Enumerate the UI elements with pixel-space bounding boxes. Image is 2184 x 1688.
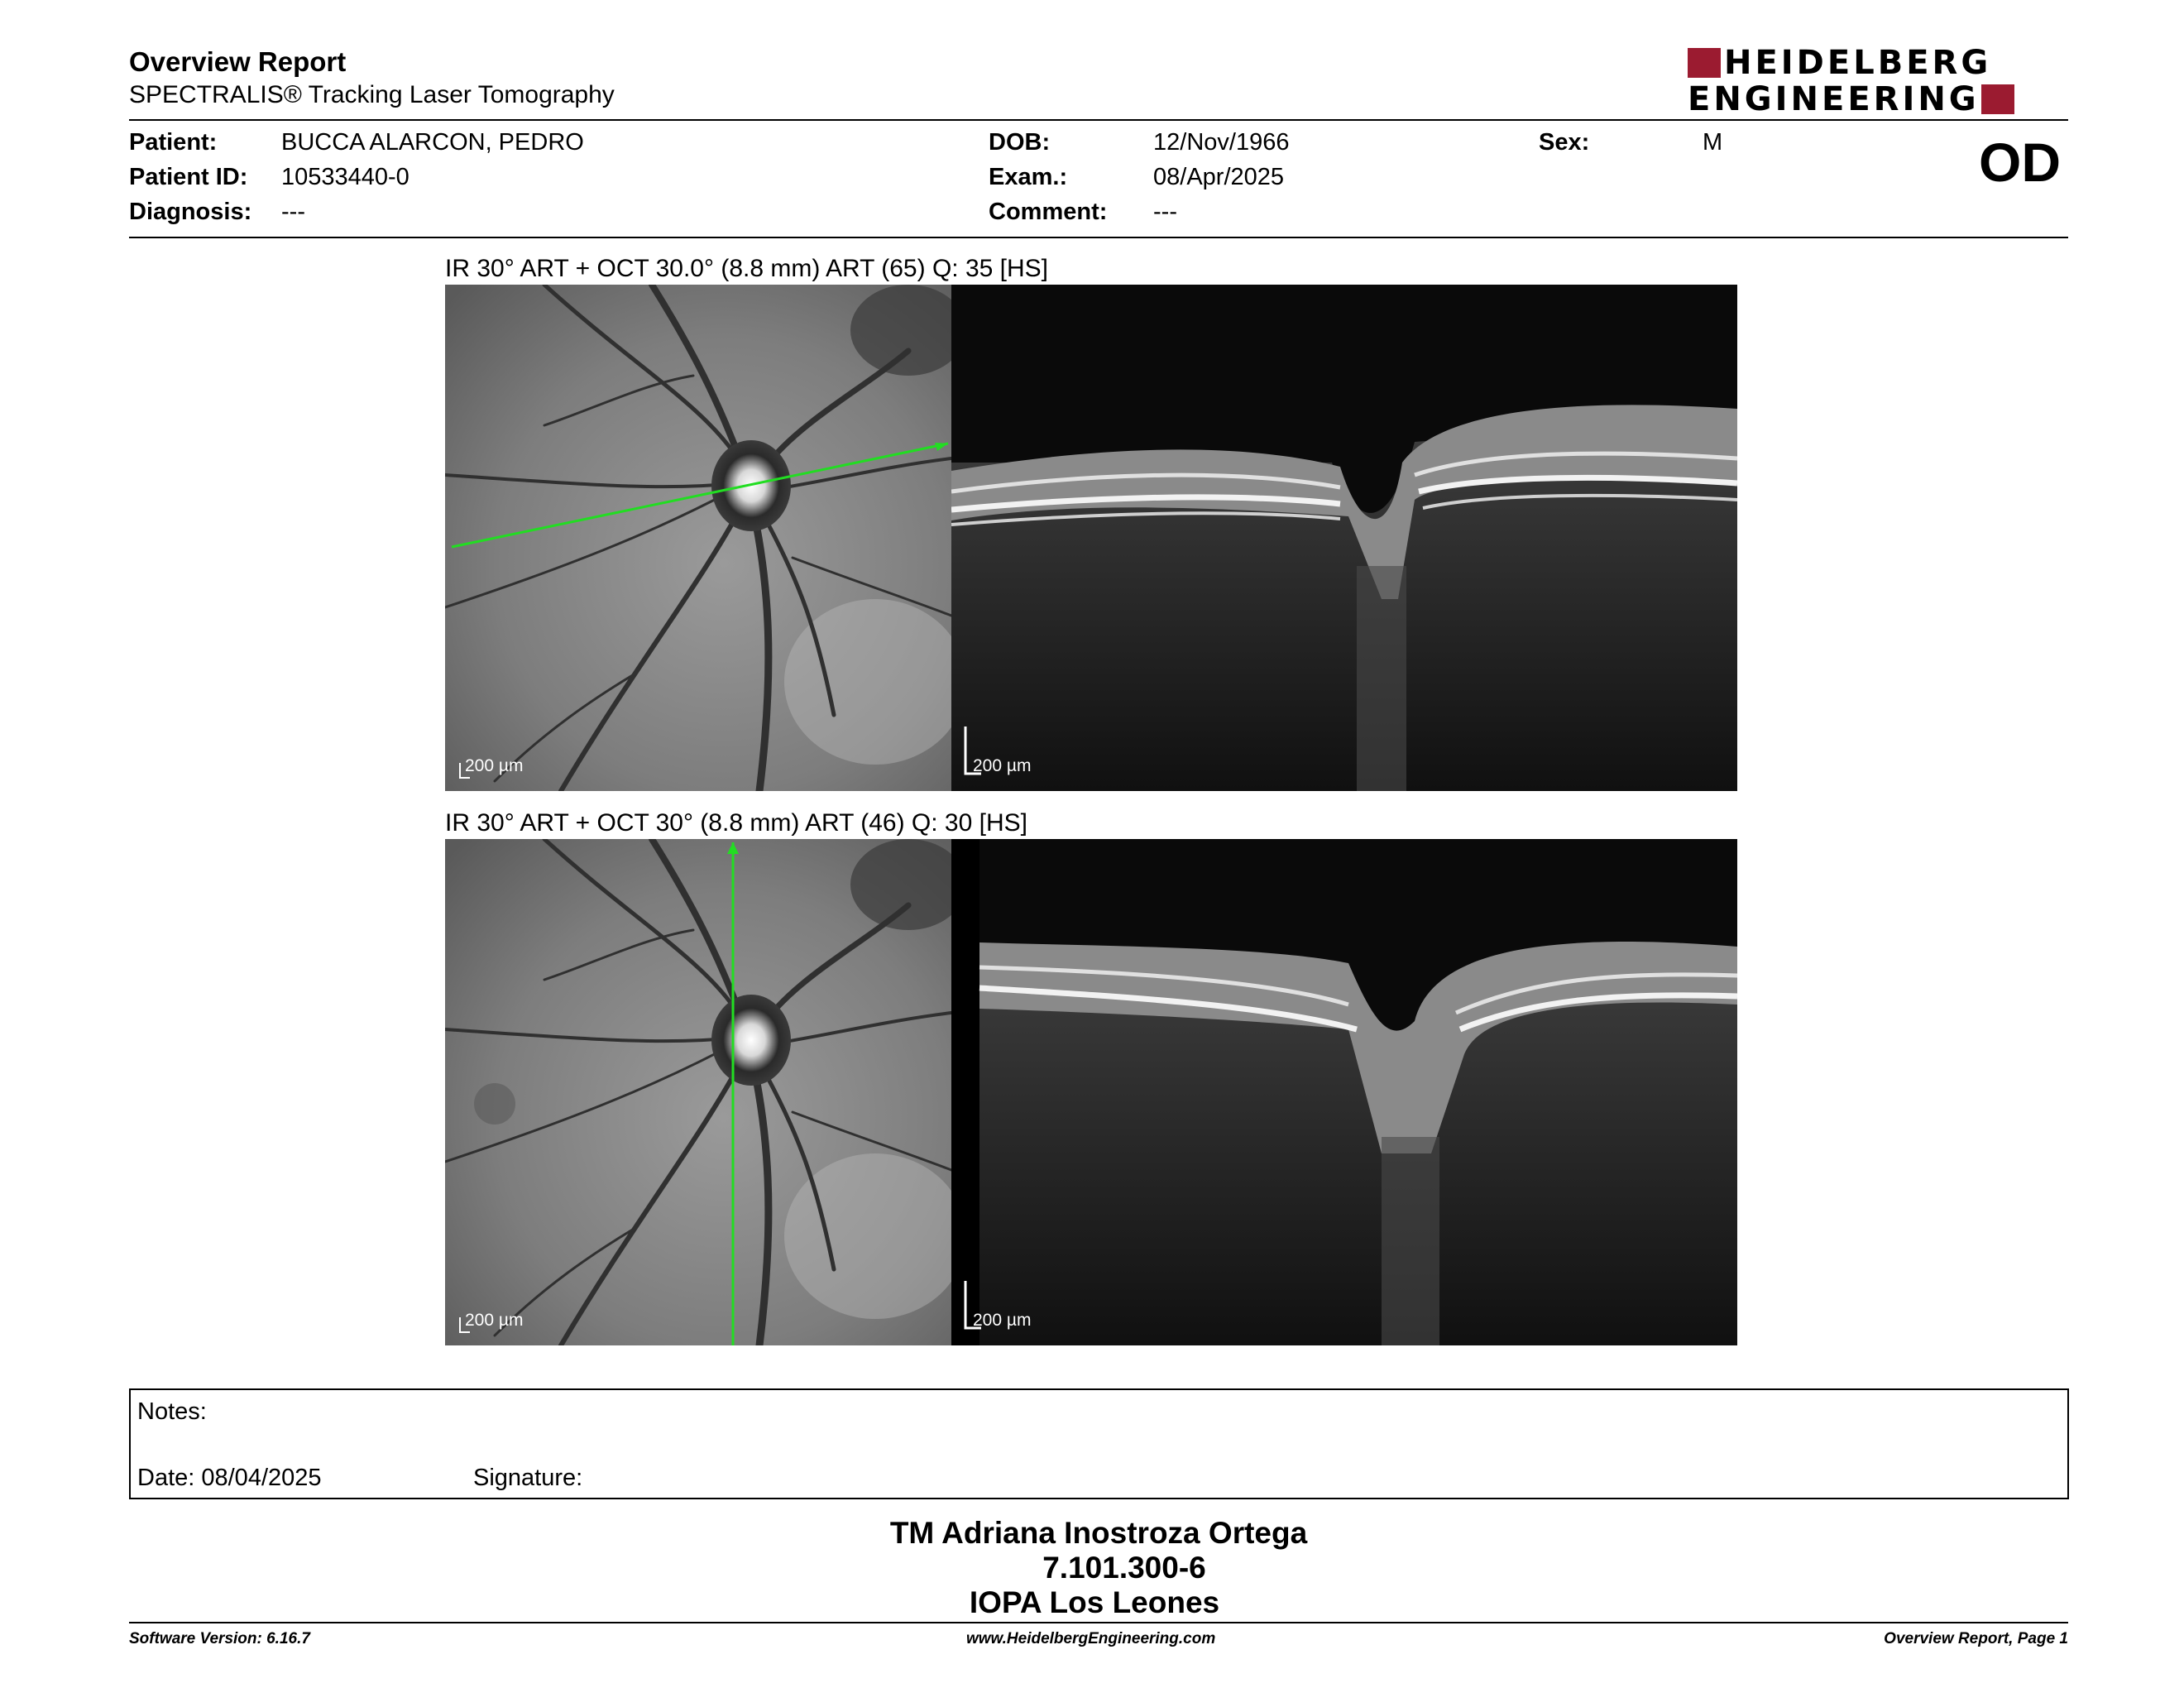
- exam-date: Date: 08/04/2025: [137, 1465, 322, 1491]
- scan-1-oct-bscan: [951, 285, 1737, 791]
- logo-line-2: [1688, 80, 2014, 118]
- diagnosis-label: Diagnosis:: [129, 199, 252, 225]
- patient-id-label: Patient ID:: [129, 164, 248, 190]
- diagnosis-value: ---: [281, 199, 305, 225]
- logo-text-2: ENGINEERING: [1688, 80, 1980, 118]
- oct-graphic: [951, 285, 1737, 791]
- patient-name: BUCCA ALARCON, PEDRO: [281, 129, 584, 156]
- signature-label: Signature:: [473, 1465, 583, 1491]
- sex-value: M: [1703, 129, 1723, 156]
- scan-2-fundus-image: [445, 839, 951, 1345]
- logo-text-1: HEIDELBERG: [1724, 44, 1992, 82]
- logo-square-icon: [1981, 84, 2014, 114]
- scan-1-oct-scale: 200 µm: [973, 756, 1032, 775]
- patient-label: Patient:: [129, 129, 218, 156]
- report-subtitle: SPECTRALIS® Tracking Laser Tomography: [129, 81, 615, 108]
- logo-line-1: [1688, 44, 1992, 82]
- footer-divider: [129, 1622, 2068, 1623]
- report-title: Overview Report: [129, 46, 347, 77]
- signer-institution: IOPA Los Leones: [969, 1585, 1220, 1619]
- scale-bar-icon: [963, 1281, 983, 1331]
- fundus-graphic: [445, 285, 951, 791]
- oct-graphic: [951, 839, 1737, 1345]
- scan-2-caption: IR 30° ART + OCT 30° (8.8 mm) ART (46) Q: 30 [HS]: [445, 809, 1027, 837]
- scan-1-fundus-scale: 200 µm: [465, 756, 524, 775]
- scale-bar-icon: [963, 727, 983, 776]
- scan-2-fundus-scale: 200 µm: [465, 1311, 524, 1330]
- heidelberg-logo: [1688, 45, 2068, 117]
- patient-id: 10533440-0: [281, 164, 410, 190]
- exam-label: Exam.:: [989, 164, 1068, 190]
- signer-name: TM Adriana Inostroza Ortega: [889, 1516, 1308, 1550]
- notes-box: [129, 1388, 2069, 1499]
- page-number: Overview Report, Page 1: [1884, 1630, 2068, 1647]
- comment-label: Comment:: [989, 199, 1108, 225]
- software-version: Software Version: 6.16.7: [129, 1630, 310, 1647]
- scan-1-fundus-image: [445, 285, 951, 791]
- dob-label: DOB:: [989, 129, 1051, 156]
- exam-value: 08/Apr/2025: [1153, 164, 1285, 190]
- scan-2-oct-bscan: [951, 839, 1737, 1345]
- scan-1-caption: IR 30° ART + OCT 30.0° (8.8 mm) ART (65) Q: 35 [HS]: [445, 255, 1048, 282]
- dob-value: 12/Nov/1966: [1153, 129, 1290, 156]
- eye-indicator: OD: [1979, 132, 2061, 193]
- sex-label: Sex:: [1539, 129, 1590, 156]
- scan-2-oct-scale: 200 µm: [973, 1311, 1032, 1330]
- signer-id: 7.101.300-6: [1042, 1551, 1206, 1585]
- notes-label: Notes:: [137, 1398, 207, 1425]
- patient-divider: [129, 237, 2068, 238]
- logo-square-icon: [1688, 48, 1721, 78]
- fundus-graphic: [445, 839, 951, 1345]
- header-divider: [129, 119, 2068, 121]
- company-website[interactable]: www.HeidelbergEngineering.com: [966, 1630, 1216, 1647]
- comment-value: ---: [1153, 199, 1177, 225]
